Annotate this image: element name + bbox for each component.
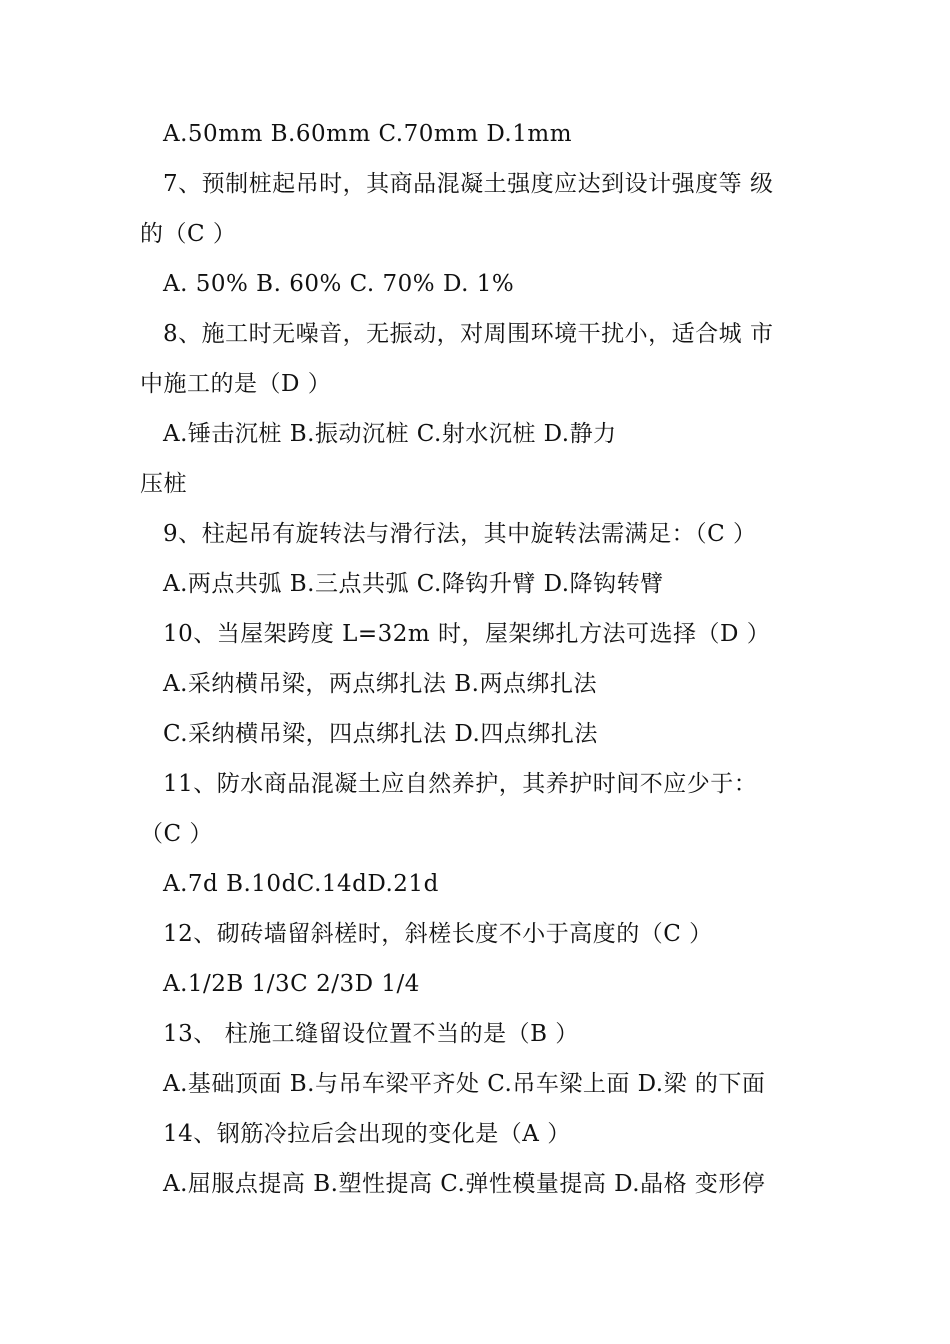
question-13: 13、 柱施工缝留设位置不当的是（B ） — [163, 1021, 579, 1047]
text-line: A.50mm B.60mm C.70mm D.1mm — [163, 121, 572, 147]
text-line: 中施工的是（D ） — [140, 371, 332, 397]
options-12: A.1/2B 1/3C 2/3D 1/4 — [163, 971, 420, 997]
text-line: 压桩 — [140, 471, 187, 497]
question-7: 7、预制桩起吊时，其商品混凝土强度应达到设计强度等 级 — [163, 171, 774, 197]
text-line: 的（C ） — [140, 221, 237, 247]
options-10: C.采纳横吊梁，四点绑扎法 D.四点绑扎法 — [163, 721, 598, 747]
question-9: 9、柱起吊有旋转法与滑行法，其中旋转法需满足：（C ） — [163, 521, 757, 547]
options-13: A.基础顶面 B.与吊车梁平齐处 C.吊车梁上面 D.梁 的下面 — [163, 1071, 766, 1097]
options-10: A.采纳横吊梁，两点绑扎法 B.两点绑扎法 — [163, 671, 597, 697]
question-12: 12、砌砖墙留斜槎时，斜槎长度不小于高度的（C ） — [163, 921, 713, 947]
options-7: A. 50% B. 60% C. 70% D. 1% — [163, 271, 515, 297]
question-10: 10、当屋架跨度 L=32m 时，屋架绑扎方法可选择（D ） — [163, 621, 771, 647]
text-line: （C ） — [140, 821, 213, 847]
options-9: A.两点共弧 B.三点共弧 C.降钩升臂 D.降钩转臂 — [163, 571, 664, 597]
options-11: A.7d B.10dC.14dD.21d — [163, 871, 439, 897]
question-11: 11、防水商品混凝土应自然养护，其养护时间不应少于： — [163, 771, 758, 797]
question-8: 8、施工时无噪音，无振动，对周围环境干扰小，适合城 市 — [163, 321, 774, 347]
question-14: 14、钢筋冷拉后会出现的变化是（A ） — [163, 1121, 571, 1147]
options-14: A.屈服点提高 B.塑性提高 C.弹性模量提高 D.晶格 变形停 — [163, 1171, 766, 1197]
options-8: A.锤击沉桩 B.振动沉桩 C.射水沉桩 D.静力 — [163, 421, 617, 447]
